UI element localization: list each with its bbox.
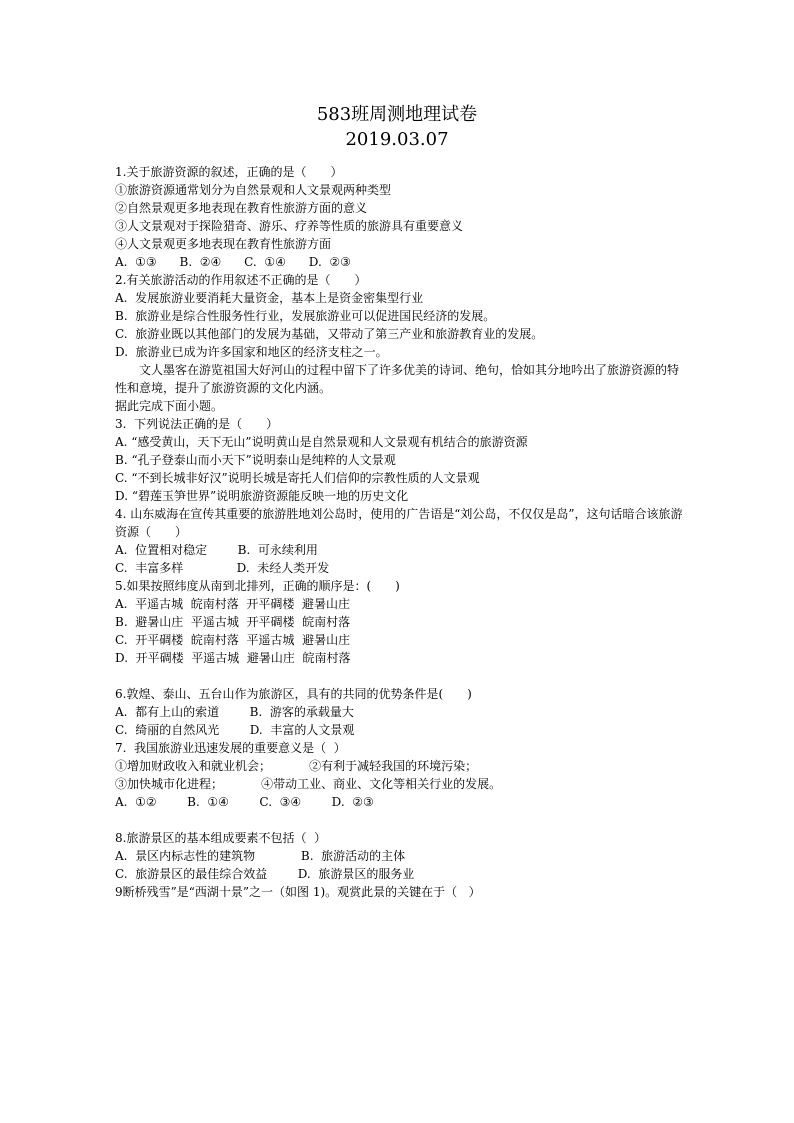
question-8-options-ab: A. 景区内标志性的建筑物 B. 旅游活动的主体 (115, 849, 406, 863)
question-3-option-a: A. “感受黄山，天下无山”说明黄山是自然景观和人文景观有机结合的旅游资源 (115, 435, 528, 449)
exam-content (115, 163, 690, 901)
question-1-statement: ③人文景观对于探险猎奇、游乐、疗养等性质的旅游具有重要意义 (115, 219, 464, 233)
question-1-options: A. ①③ B. ②④ C. ①④ D. ②③ (115, 255, 351, 269)
question-3: 3. 下列说法正确的是（ ） (115, 417, 279, 431)
question-5-option-d: D. 开平碉楼 平遥古城 避暑山庄 皖南村落 (115, 651, 351, 665)
question-3-option-b: B. “孔子登泰山而小天下”说明泰山是纯粹的人文景观 (115, 453, 396, 467)
question-2-option-b: B. 旅游业是综合性服务性行业，发展旅游业可以促进国民经济的发展。 (115, 309, 496, 323)
question-2: 2.有关旅游活动的作用叙述不正确的是（ ） (115, 273, 367, 287)
exam-title: 583班周测地理试卷 (316, 104, 478, 125)
question-6: 6.敦煌、泰山、五台山作为旅游区，具有的共同的优势条件是( ) (115, 687, 472, 701)
question-1: 1.关于旅游资源的叙述，正确的是（ ） (115, 165, 343, 179)
question-6-options-cd: C. 绮丽的自然风光 D. 丰富的人文景观 (115, 723, 355, 737)
spacer (115, 667, 690, 685)
question-4-options-cd: C. 丰富多样 D. 未经人类开发 (115, 561, 330, 575)
question-4-options-ab: A. 位置相对稳定 B. 可永续利用 (115, 543, 318, 557)
exam-date: 2019.03.07 (345, 129, 449, 150)
question-2-option-a: A. 发展旅游业要消耗大量资金，基本上是资金密集型行业 (115, 291, 424, 305)
question-5-option-b: B. 避暑山庄 平遥古城 开平碉楼 皖南村落 (115, 615, 351, 629)
question-4: 4. 山东威海在宣传其重要的旅游胜地刘公岛时，使用的广告语是“刘公岛，不仅仅是岛”，这句话暗合该旅游资源（ ） (115, 507, 683, 539)
question-5-option-c: C. 开平碉楼 皖南村落 平遥古城 避暑山庄 (115, 633, 351, 647)
spacer (115, 811, 690, 829)
question-5-option-a: A. 平遥古城 皖南村落 开平碉楼 避暑山庄 (115, 597, 350, 611)
question-9: 9断桥残雪”是“西湖十景”之一（如图 1)。观赏此景的关键在于（ ） (115, 885, 481, 899)
question-3-option-c: C. “不到长城非好汉”说明长城是寄托人们信仰的宗教性质的人文景观 (115, 471, 480, 485)
question-7-statements-34: ③加快城市化进程； ④带动工业、商业、文化等相关行业的发展。 (115, 777, 502, 791)
question-7-statements-12: ①增加财政收入和就业机会； ②有利于减轻我国的环境污染； (115, 759, 478, 773)
question-5: 5.如果按照纬度从南到北排列，正确的顺序是：( ) (115, 579, 400, 593)
question-2-option-c: C. 旅游业既以其他部门的发展为基础，又带动了第三产业和旅游教育业的发展。 (115, 327, 544, 341)
question-2-option-d: D. 旅游业已成为许多国家和地区的经济支柱之一。 (115, 345, 388, 359)
question-7: 7. 我国旅游业迅速发展的重要意义是（ ） (115, 741, 346, 755)
question-6-options-ab: A. 都有上山的索道 B. 游客的承载量大 (115, 705, 354, 719)
question-1-statement: ②自然景观更多地表现在教育性旅游方面的意义 (115, 201, 368, 215)
question-1-statement: ①旅游资源通常划分为自然景观和人文景观两种类型 (115, 183, 392, 197)
passage-instruction: 据此完成下面小题。 (115, 399, 224, 413)
question-7-options: A. ①② B. ①④ C. ③④ D. ②③ (115, 795, 374, 809)
reading-passage: 文人墨客在游览祖国大好河山的过程中留下了许多优美的诗词、绝句，恰如其分地吟出了旅游资源的特性和意境，提升了旅游资源的文化内涵。 (115, 363, 680, 395)
question-3-option-d: D. “碧莲玉笋世界”说明旅游资源能反映一地的历史文化 (115, 489, 409, 503)
question-8: 8.旅游景区的基本组成要素不包括（ ） (115, 831, 327, 845)
question-8-options-cd: C. 旅游景区的最佳综合效益 D. 旅游景区的服务业 (115, 867, 415, 881)
question-1-statement: ④人文景观更多地表现在教育性旅游方面 (115, 237, 332, 251)
